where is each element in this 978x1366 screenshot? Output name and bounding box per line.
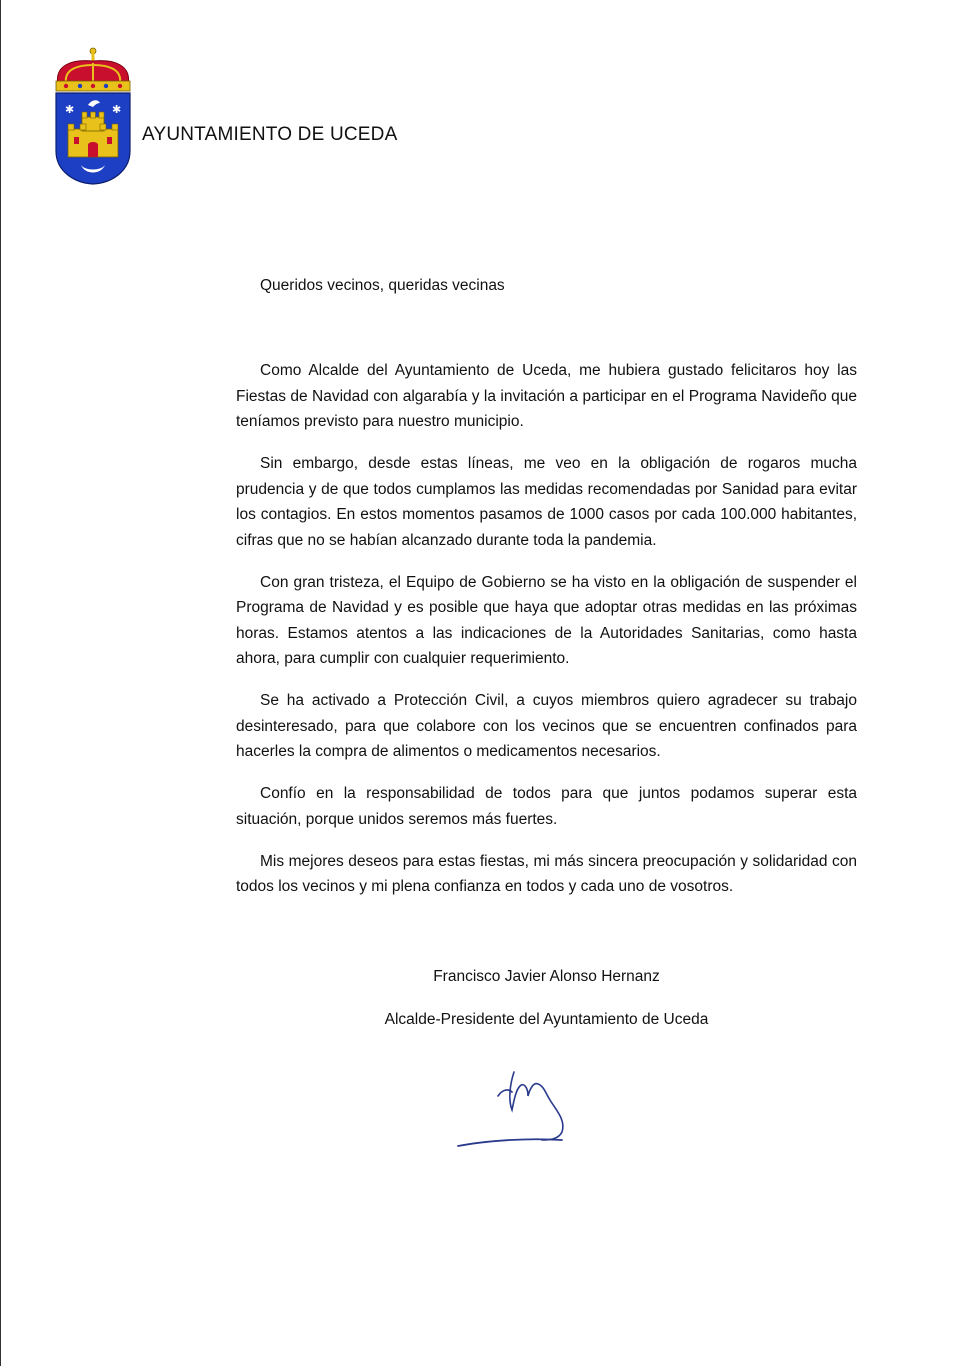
page-left-border bbox=[0, 0, 1, 1366]
letter-paragraph: Confío en la responsabilidad de todos para que juntos podamos superar esta situación, porque unidos seremos más fuertes. bbox=[236, 785, 857, 828]
organization-name: AYUNTAMIENTO DE UCEDA bbox=[142, 124, 398, 145]
svg-text:✱: ✱ bbox=[112, 103, 122, 116]
letter-paragraph: Mis mejores deseos para estas fiestas, mi más sincera preocupación y solidaridad con todos los vecinos y mi plena confianza en todos y cada uno de vosotros. bbox=[236, 852, 857, 895]
letter-salutation: Queridos vecinos, queridas vecinas bbox=[260, 277, 505, 294]
handwritten-signature bbox=[450, 1060, 580, 1155]
signer-name: Francisco Javier Alonso Hernanz bbox=[433, 968, 660, 985]
signer-title: Alcalde-Presidente del Ayuntamiento de Uceda bbox=[384, 1011, 709, 1028]
coat-of-arms-icon bbox=[52, 47, 134, 187]
letter-body bbox=[236, 358, 857, 916]
letter-paragraph: Como Alcalde del Ayuntamiento de Uceda, me hubiera gustado felicitaros hoy las Fiestas de Navidad con algarabía y la invitación a participar en el Programa Navideño que teníamos previsto para nuestro municipio. bbox=[236, 362, 857, 430]
letter-paragraph: Se ha activado a Protección Civil, a cuyos miembros quiero agradecer su trabajo desinteresado, para que colabore con los vecinos que se encuentren confinados para hacerles la compra de alimentos o medicamentos necesarios. bbox=[236, 692, 857, 760]
letter-paragraph: Con gran tristeza, el Equipo de Gobierno se ha visto en la obligación de suspender el Programa de Navidad y es posible que haya que adoptar otras medidas en las próximas horas. Estamos atentos a las indicaciones de la Autoridades Sanitarias, como hasta ahora, para cumplir con cualquier requerimiento. bbox=[236, 573, 857, 667]
svg-text:✱: ✱ bbox=[65, 103, 75, 116]
letter-paragraph: Sin embargo, desde estas líneas, me veo en la obligación de rogaros mucha prudencia y de que todos cumplamos las medidas recomendadas por Sanidad para evitar los contagios. En estos momentos pasamos de 1000 casos por cada 100.000 habitantes, cifras que no se habían alcanzado durante toda la pandemia. bbox=[236, 455, 857, 549]
